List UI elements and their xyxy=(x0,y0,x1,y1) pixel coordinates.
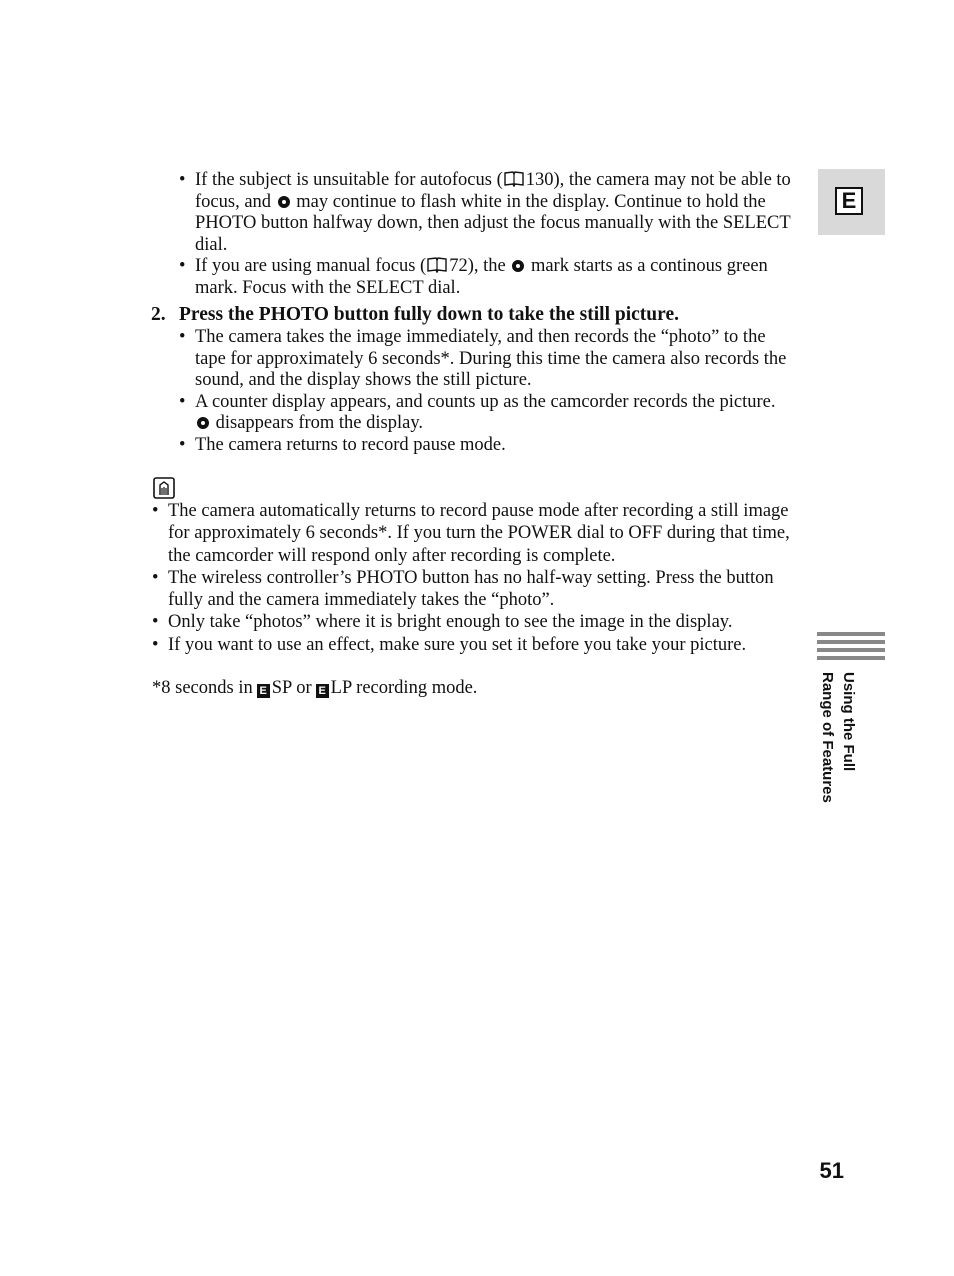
bullet-text: If you are using manual focus ( xyxy=(195,256,427,276)
footnote xyxy=(152,678,477,700)
footnote-text: *8 seconds in xyxy=(152,678,253,698)
step-heading xyxy=(151,303,679,327)
bullet-text: 72), the xyxy=(449,256,506,276)
focus-ring-icon xyxy=(512,260,524,272)
step-bullet-list xyxy=(179,327,789,456)
bullet-text: disappears from the display. xyxy=(215,413,424,433)
note-list xyxy=(152,500,792,656)
language-tab xyxy=(818,169,885,235)
section-title-line: Using the Full xyxy=(840,672,857,772)
mode-badge-icon: E xyxy=(257,684,270,698)
book-icon xyxy=(504,171,524,187)
memo-icon xyxy=(153,477,175,499)
bullet-text: 130), the camera may not be able to focus, and xyxy=(195,170,791,212)
footnote-text: LP recording mode. xyxy=(330,678,478,698)
section-stripes xyxy=(817,632,885,660)
book-icon xyxy=(427,257,447,273)
focus-ring-icon xyxy=(197,417,209,429)
focus-ring-icon xyxy=(278,196,290,208)
list-item: • The camera returns to record pause mode. xyxy=(179,435,789,457)
bullet-text: mark starts as a continous green mark. Focus with the SELECT dial. xyxy=(195,256,768,298)
list-item: • The camera automatically returns to record pause mode after recording a still image for approximately 6 seconds*. If you turn the POWER dial to OFF during that time, the camcorder will respond only after recording is complete. xyxy=(152,500,792,567)
bullet-text: If the subject is unsuitable for autofocus ( xyxy=(195,170,503,190)
list-item: • The wireless controller’s PHOTO button has no half-way setting. Press the button fully and the camera immediately takes the “photo”. xyxy=(152,567,792,612)
top-bullet-list xyxy=(179,170,799,299)
section-title xyxy=(815,672,859,832)
list-item: • If you want to use an effect, make sure you set it before you take your picture. xyxy=(152,634,792,656)
language-tab-letter: E xyxy=(835,187,863,215)
list-item xyxy=(179,392,789,435)
footnote-text: SP or xyxy=(271,678,312,698)
page-number: 51 xyxy=(819,1158,844,1183)
list-item xyxy=(179,170,799,256)
list-item: • Only take “photos” where it is bright enough to see the image in the display. xyxy=(152,611,792,633)
bullet-text: A counter display appears, and counts up as the camcorder records the picture. xyxy=(195,391,776,412)
list-item xyxy=(179,256,799,299)
bullet-text: may continue to flash white in the display. Continue to hold the PHOTO button halfway down, then adjust the focus manually with the SELECT dial. xyxy=(195,191,791,255)
mode-badge-icon: E xyxy=(316,684,329,698)
step-number: 2. xyxy=(151,304,166,325)
list-item: • The camera takes the image immediately, and then records the “photo” to the tape for approximately 6 seconds*. During this time the camera also records the sound, and the display shows the still picture. xyxy=(179,327,789,392)
step-title: Press the PHOTO button fully down to take the still picture. xyxy=(179,304,679,325)
section-title-line: Range of Features xyxy=(819,672,836,803)
